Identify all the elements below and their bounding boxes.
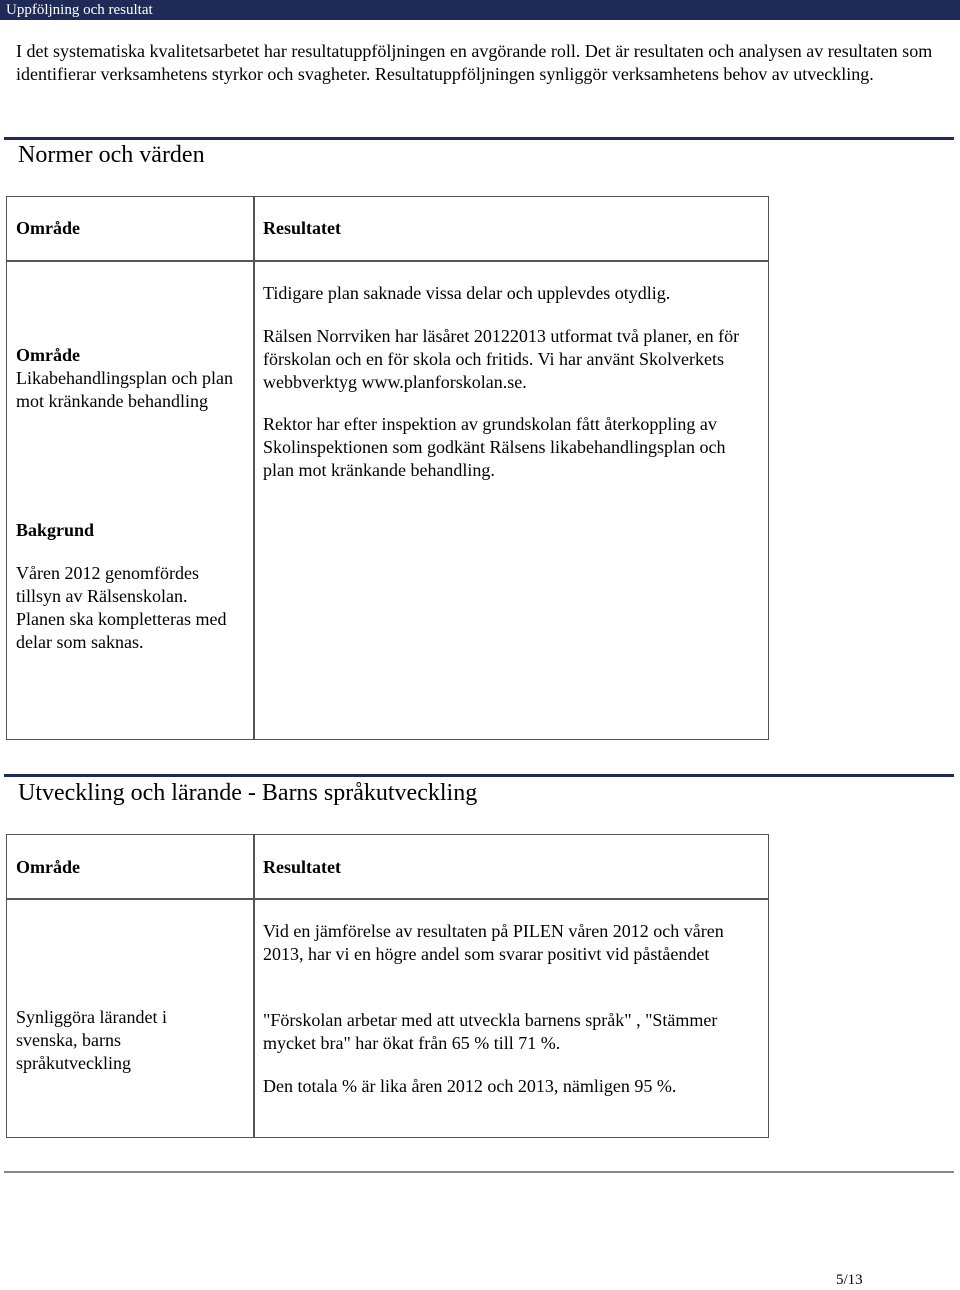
result-paragraph: Rektor har efter inspektion av grundskolan fått återkoppling av Skolinspektionen som godkänt Rälsens likabehandlingsplan och plan mot kränkande behandling. xyxy=(263,414,726,480)
column-header-omrade: Område xyxy=(16,218,80,238)
column-header-resultatet: Resultatet xyxy=(263,857,341,877)
table-header-divider xyxy=(6,260,769,262)
result-paragraph: Den totala % är lika åren 2012 och 2013, nämligen 95 %. xyxy=(263,1076,677,1096)
intro-paragraph: I det systematiska kvalitetsarbetet har resultatuppföljningen en avgörande roll. Det är resultaten och analysen av resultaten som identifierar verksamhetens styrkor och svagheter. Resultatuppföljningen synliggör verksamhetens behov av utveckling. xyxy=(16,41,933,84)
column-header-resultatet: Resultatet xyxy=(263,218,341,238)
table-column-divider xyxy=(253,196,255,740)
page-header xyxy=(0,0,960,20)
area-text: Synliggöra lärandet i svenska, barns språkutveckling xyxy=(16,1007,167,1073)
footer-divider xyxy=(4,1171,954,1173)
result-paragraph: Vid en jämförelse av resultaten på PILEN våren 2012 och våren 2013, har vi en högre andel som svarar positivt vid påståendet xyxy=(263,921,724,964)
result-paragraph: Tidigare plan saknade vissa delar och upplevdes otydlig. xyxy=(263,283,671,303)
section-title-utveckling: Utveckling och lärande - Barns språkutveckling xyxy=(18,780,478,806)
table-column-divider xyxy=(253,834,255,1138)
section-divider xyxy=(4,774,954,777)
column-header-omrade: Område xyxy=(16,857,80,877)
background-label: Bakgrund xyxy=(16,520,95,540)
result-paragraph: "Förskolan arbetar med att utveckla barnens språk" , "Stämmer mycket bra" har ökat från 65 % till 71 %. xyxy=(263,1010,718,1053)
background-text: Våren 2012 genomfördes tillsyn av Rälsenskolan. Planen ska kompletteras med delar som saknas. xyxy=(16,563,227,652)
area-text: Likabehandlingsplan och plan mot kränkande behandling xyxy=(16,368,233,411)
page-number: 5/13 xyxy=(836,1272,863,1288)
section-title-normer: Normer och värden xyxy=(18,142,205,168)
area-label: Område xyxy=(16,345,80,365)
header-title: Uppföljning och resultat xyxy=(6,2,153,18)
section-divider xyxy=(4,137,954,140)
table-header-divider xyxy=(6,898,769,900)
result-paragraph: Rälsen Norrviken har läsåret 20122013 utformat två planer, en för förskolan och en för skola och fritids. Vi har använt Skolverkets webbverktyg www.planforskolan.se. xyxy=(263,326,740,392)
